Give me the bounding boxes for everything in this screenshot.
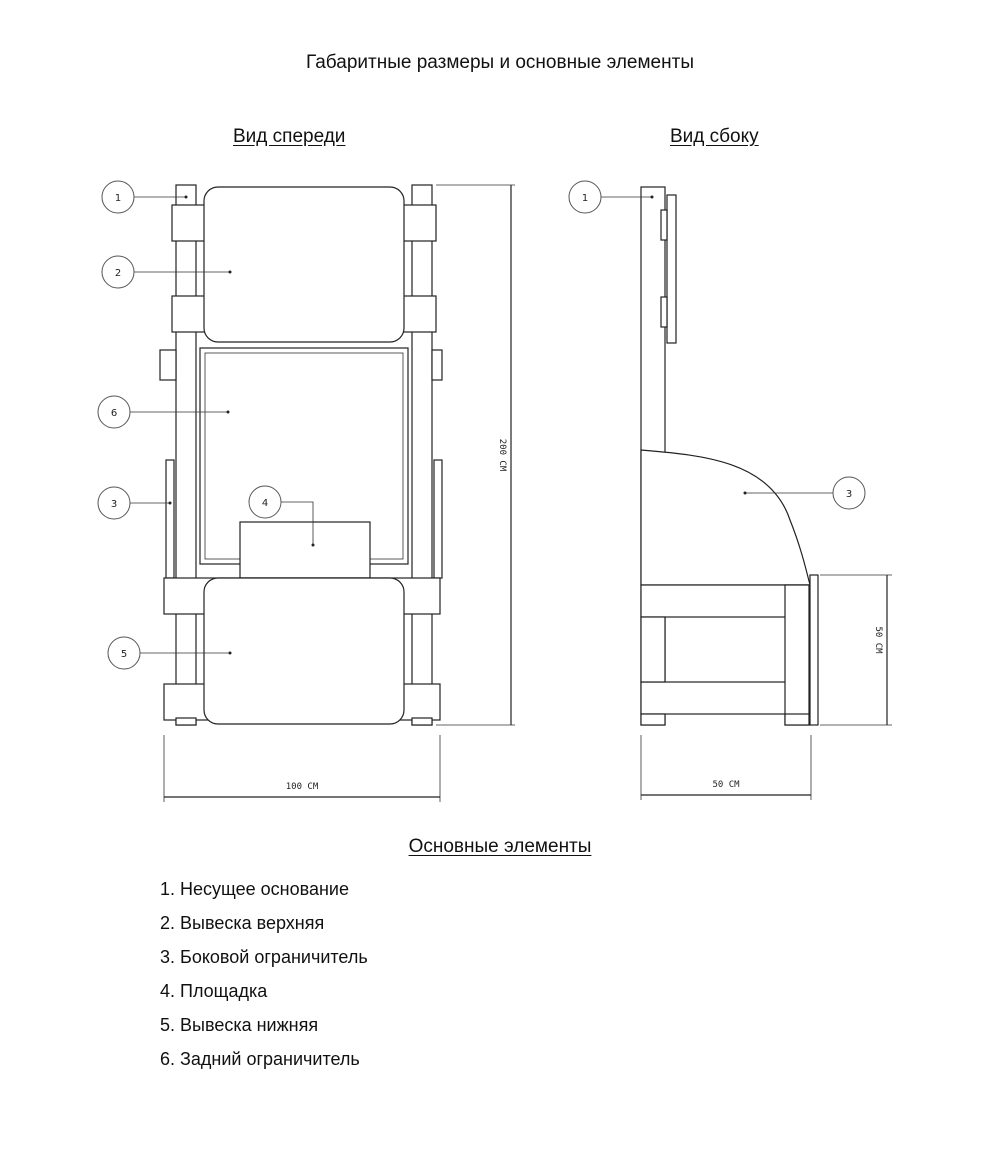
front-callout-4-label: 4 — [261, 498, 269, 509]
upper-sign — [204, 187, 404, 342]
side-foot-front — [785, 714, 809, 725]
side-bracket-top — [661, 210, 667, 240]
front-callout-1-label: 1 — [114, 193, 122, 204]
front-bracket-right — [432, 350, 442, 380]
front-height-dim-label: 200 СМ — [497, 438, 507, 472]
front-callout-2-label: 2 — [114, 268, 122, 279]
side-callout-3-label: 3 — [845, 489, 853, 500]
front-bracket-left — [160, 350, 176, 380]
side-callout-1-label: 1 — [581, 193, 589, 204]
legend-list — [160, 876, 368, 1080]
side-width-dim-label: 50 СМ — [712, 780, 740, 790]
front-width-dim-label: 100 СМ — [285, 782, 319, 792]
side-upper-sign — [667, 195, 676, 343]
side-view-title: Вид сбоку — [670, 126, 759, 147]
legend-item: 6. Задний ограничитель — [160, 1049, 360, 1069]
legend-item: 1. Несущее основание — [160, 879, 349, 899]
front-left-post — [176, 185, 196, 725]
side-limiter-curve — [641, 450, 810, 585]
legend-item: 5. Вывеска нижняя — [160, 1015, 319, 1035]
lower-sign — [204, 578, 404, 724]
front-view-title: Вид спереди — [233, 126, 346, 147]
side-foot-back — [641, 714, 665, 725]
side-seat-back-post — [641, 617, 665, 682]
front-callout-6-label: 6 — [110, 408, 118, 419]
side-limiter-left — [166, 460, 174, 578]
platform — [240, 522, 370, 578]
front-callout-5-label: 5 — [120, 649, 128, 660]
front-foot-right — [412, 718, 432, 725]
front-foot-left — [176, 718, 196, 725]
page-title: Габаритные размеры и основные элементы — [306, 52, 694, 73]
front-right-post — [412, 185, 432, 725]
front-callout-3 — [98, 487, 172, 519]
side-view — [569, 181, 892, 800]
side-height-dim-label: 50 СМ — [873, 626, 883, 654]
side-bracket-bottom — [661, 297, 667, 327]
legend-item: 4. Площадка — [160, 981, 268, 1001]
front-view — [98, 181, 515, 802]
legend-item: 2. Вывеска верхняя — [160, 913, 325, 933]
front-callout-3-label: 3 — [110, 499, 118, 510]
legend-item: 3. Боковой ограничитель — [160, 947, 368, 967]
side-lower-sign — [810, 575, 818, 725]
side-limiter-right — [434, 460, 442, 578]
side-seat-front-post — [785, 585, 809, 725]
legend-title: Основные элементы — [408, 836, 592, 857]
